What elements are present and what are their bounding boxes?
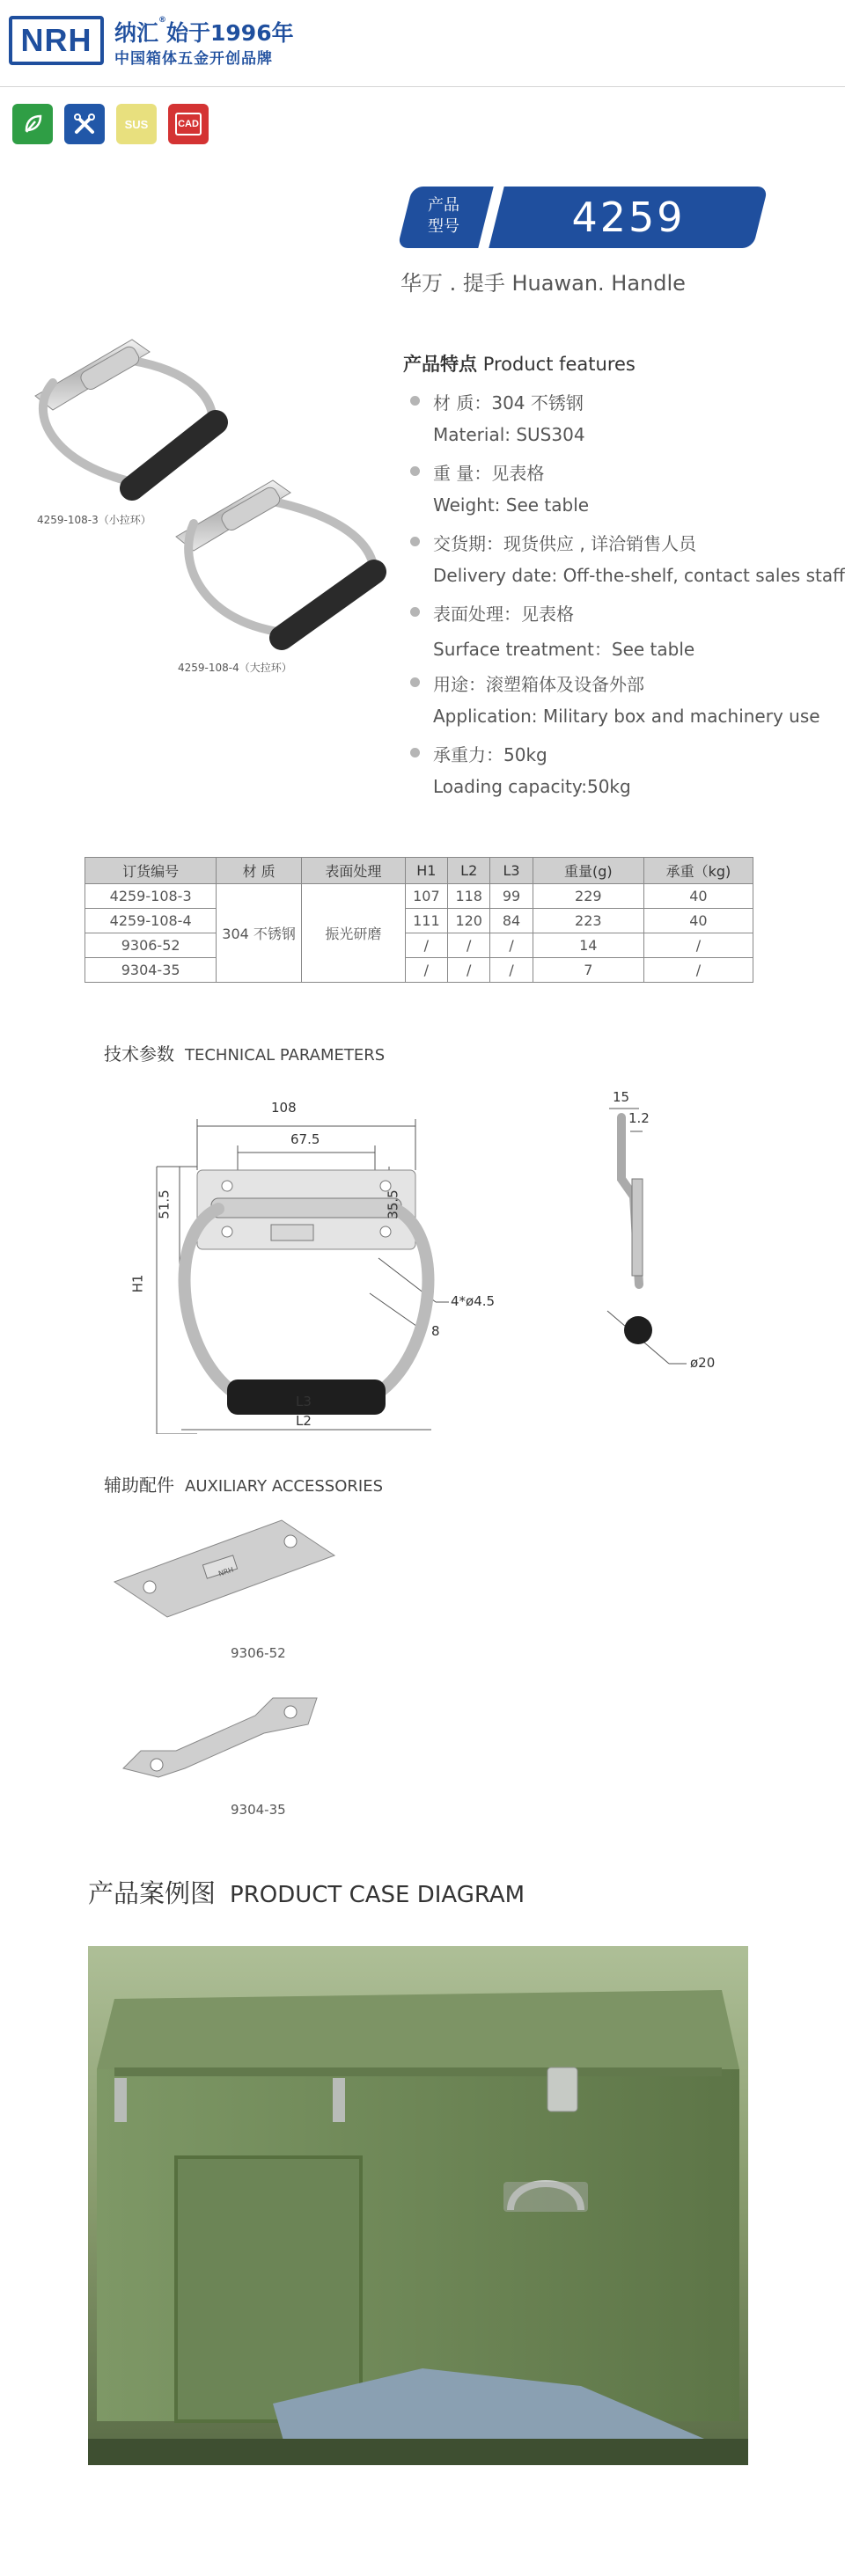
dim-51-5: 51.5 <box>156 1189 173 1219</box>
dim-35-5: 35.5 <box>385 1189 401 1219</box>
col-surface: 表面处理 <box>301 858 405 884</box>
tools-icon <box>64 104 105 144</box>
technical-title: 技术参数 TECHNICAL PARAMETERS <box>104 1043 386 1065</box>
technical-drawing <box>123 1089 739 1434</box>
since-text: 始于1996年 <box>166 20 294 46</box>
sus-badge: SUS <box>116 104 157 144</box>
product-code: 4259 <box>571 194 686 241</box>
spec-table <box>84 857 753 983</box>
case-title: 产品案例图 PRODUCT CASE DIAGRAM <box>88 1878 525 1908</box>
page-header <box>0 0 845 88</box>
col-h1: H1 <box>405 858 447 884</box>
header-divider <box>0 86 845 87</box>
strip-caption: 9304-35 <box>231 1802 286 1818</box>
dim-15: 15 <box>613 1089 630 1105</box>
cert-badges <box>12 104 209 144</box>
eco-icon <box>12 104 53 144</box>
col-load: 承重（kg) <box>643 858 753 884</box>
col-l2: L2 <box>448 858 490 884</box>
dim-holes: 4*ø4.5 <box>451 1293 496 1309</box>
product-name: 华万 . 提手 Huawan. Handle <box>400 271 686 296</box>
table-row: 9306-52 / / / 14 / <box>85 933 753 958</box>
surface-cell: 振光研磨 <box>301 884 405 983</box>
brand-slogan: 中国箱体五金开创品牌 <box>114 50 273 68</box>
code-label: 产品 型号 <box>428 196 459 236</box>
dim-d20: ø20 <box>690 1355 716 1371</box>
large-handle-image <box>176 480 374 638</box>
small-handle-caption: 4259-108-3（小拉环） <box>37 514 151 526</box>
logo-text: NRH <box>20 22 92 58</box>
col-weight: 重量(g) <box>533 858 643 884</box>
col-material: 材 质 <box>217 858 302 884</box>
dim-l2: L2 <box>296 1413 312 1429</box>
dim-67-5: 67.5 <box>290 1131 320 1147</box>
small-handle-image <box>35 340 216 488</box>
accessory-strip <box>114 1680 326 1786</box>
product-image <box>0 334 396 686</box>
table-row: 4259-108-3 304 不锈钢 振光研磨 107 118 99 229 40 <box>85 884 753 909</box>
table-row: 9304-35 / / / 7 / <box>85 958 753 983</box>
dim-h1: H1 <box>129 1274 146 1293</box>
product-code-banner <box>405 187 766 248</box>
table-header-row <box>85 858 753 884</box>
dim-1-2: 1.2 <box>628 1110 650 1126</box>
accessories-title: 辅助配件 AUXILIARY ACCESSORIES <box>104 1475 383 1496</box>
dim-108: 108 <box>271 1100 297 1116</box>
material-cell: 304 不锈钢 <box>217 884 302 983</box>
col-l3: L3 <box>490 858 533 884</box>
col-order-code: 订货编号 <box>85 858 217 884</box>
plate-logo: NRH <box>217 1565 235 1578</box>
cad-badge <box>168 104 209 144</box>
table-row: 4259-108-4 111 120 84 223 40 <box>85 909 753 933</box>
dim-l3: L3 <box>296 1394 312 1409</box>
accessory-plate <box>106 1511 352 1643</box>
brand-line-1: 纳汇®始于1996年 <box>114 16 294 46</box>
plate-caption: 9306-52 <box>231 1645 286 1661</box>
cad-icon: CAD <box>175 113 202 135</box>
brand-logo[interactable] <box>9 16 104 65</box>
dim-8: 8 <box>431 1323 440 1339</box>
case-photo <box>88 1946 748 2465</box>
large-handle-caption: 4259-108-4（大拉环） <box>178 662 292 674</box>
features-title: 产品特点 Product features <box>403 354 636 375</box>
